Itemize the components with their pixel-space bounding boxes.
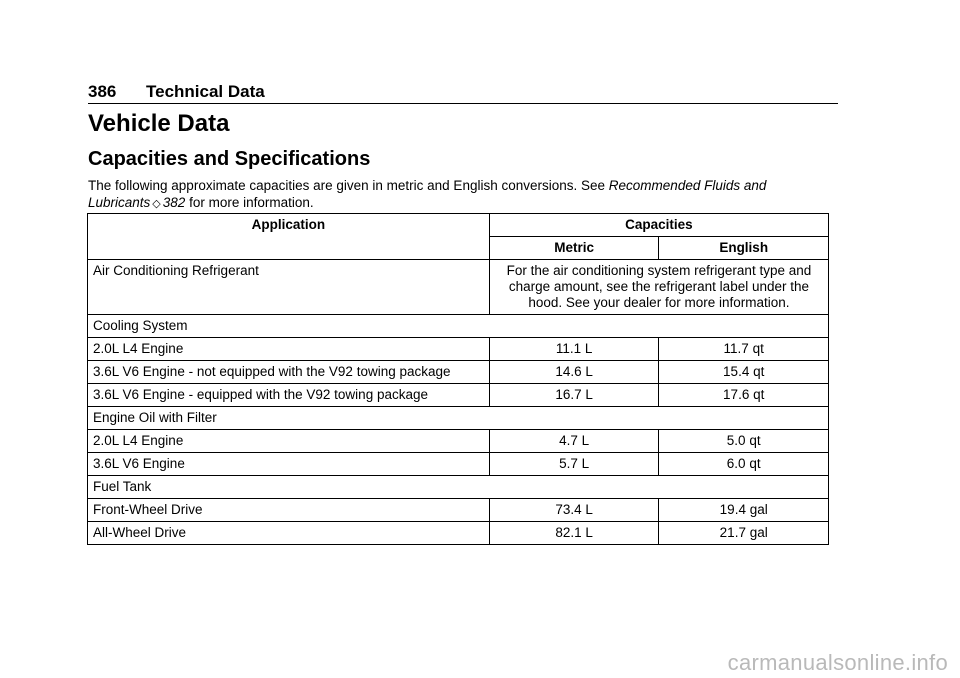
ac-note: For the air conditioning system refrigerant type and charge amount, see the refrigerant label under the hood. See your dealer for more information.	[489, 260, 828, 315]
table-row	[88, 260, 829, 315]
application-cell: 3.6L V6 Engine - equipped with the V92 towing package	[88, 384, 490, 407]
english-cell: 5.0 qt	[659, 430, 829, 453]
metric-cell: 11.1 L	[489, 338, 659, 361]
metric-cell: 5.7 L	[489, 453, 659, 476]
table-row	[88, 430, 829, 453]
english-cell: 6.0 qt	[659, 453, 829, 476]
engine-oil-label: Engine Oil with Filter	[88, 407, 829, 430]
metric-cell: 14.6 L	[489, 361, 659, 384]
watermark: carmanualsonline.info	[727, 650, 948, 675]
application-header: Application	[88, 214, 490, 260]
table-row	[88, 453, 829, 476]
intro-text: The following approximate capacities are given in metric and English conversions. See	[88, 178, 606, 193]
english-cell: 19.4 gal	[659, 499, 829, 522]
page-number: 386	[88, 82, 117, 101]
metric-cell: 82.1 L	[489, 522, 659, 545]
table-row	[88, 522, 829, 545]
table-row	[88, 384, 829, 407]
english-header: English	[659, 237, 829, 260]
subsection-title: Capacities and Specifications	[88, 148, 371, 170]
recommended-fluids-link[interactable]: Recommended Fluids and Lubricants	[88, 178, 767, 210]
application-cell: Front-Wheel Drive	[88, 499, 490, 522]
link-page-number[interactable]: 382	[162, 195, 186, 210]
intro-text-after: for more information.	[189, 195, 314, 210]
application-cell: 2.0L L4 Engine	[88, 430, 490, 453]
table-row	[88, 407, 829, 430]
capacities-header: Capacities	[489, 214, 828, 237]
intro-paragraph	[88, 177, 833, 213]
section-title: Vehicle Data	[88, 110, 230, 137]
application-cell: 3.6L V6 Engine - not equipped with the V92 towing package	[88, 361, 490, 384]
english-cell: 21.7 gal	[659, 522, 829, 545]
metric-cell: 16.7 L	[489, 384, 659, 407]
page-header	[88, 82, 838, 104]
table-row	[88, 476, 829, 499]
fuel-tank-label: Fuel Tank	[88, 476, 829, 499]
metric-header: Metric	[489, 237, 659, 260]
table-row	[88, 361, 829, 384]
metric-cell: 73.4 L	[489, 499, 659, 522]
page-ref-icon: ◇	[152, 198, 161, 210]
chapter-title: Technical Data	[146, 82, 265, 101]
cooling-system-label: Cooling System	[88, 315, 829, 338]
table-row	[88, 499, 829, 522]
capacities-table	[87, 213, 829, 545]
application-cell: 3.6L V6 Engine	[88, 453, 490, 476]
table-row	[88, 315, 829, 338]
english-cell: 11.7 qt	[659, 338, 829, 361]
ac-label: Air Conditioning Refrigerant	[88, 260, 490, 315]
application-cell: 2.0L L4 Engine	[88, 338, 490, 361]
metric-cell: 4.7 L	[489, 430, 659, 453]
table-row	[88, 338, 829, 361]
english-cell: 15.4 qt	[659, 361, 829, 384]
english-cell: 17.6 qt	[659, 384, 829, 407]
application-cell: All-Wheel Drive	[88, 522, 490, 545]
